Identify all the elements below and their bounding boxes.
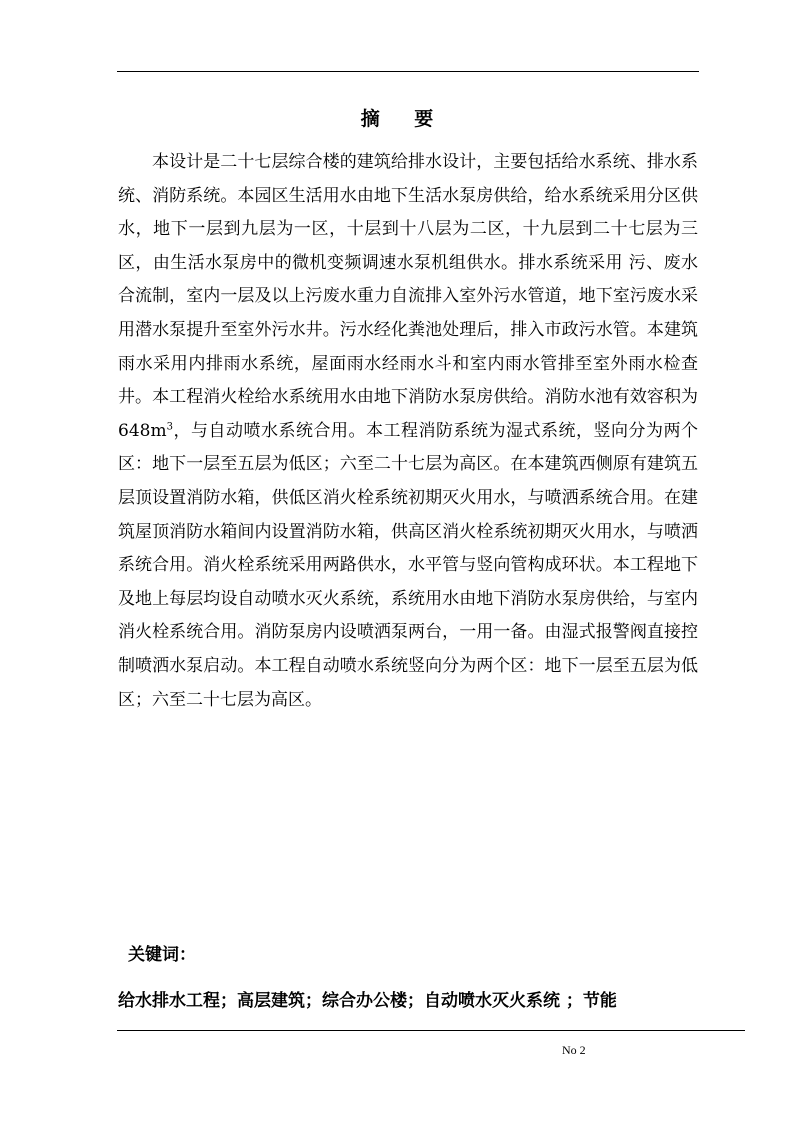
superscript-unit: 3 <box>166 421 173 433</box>
abstract-paragraph <box>118 146 698 717</box>
abstract-text-part1: 本设计是二十七层综合楼的建筑给排水设计，主要包括给水系统、排水系统、消防系统。本园区生活用水由地下生活水泵房供给，给水系统采用分区供水，地下一层到九层为一区，十层到十八层为二区，十九层到二十七层为三区，由生活水泵房中的微机变频调速水泵机组供水。排水系统采用 污、废水合流制，室内一层及以上污废水重力自流排入室外污水管道，地下室污废水采用潜水泵提升至室外污水井。污水经化粪池处理后，排入市政污水管。本建筑雨水采用内排雨水系统，屋面雨水经雨水斗和室内雨水管排至室外雨水检查井。本工程消火栓给水系统用水由地下消防水泵房供给。消防水池有效容积为648m <box>118 152 698 441</box>
page-number: No 2 <box>562 1043 586 1057</box>
footer-rule <box>117 1030 745 1031</box>
abstract-text-part2: ，与自动喷水系统合用。本工程消防系统为湿式系统，竖向分为两个区：地下一层至五层为低区；六至二十七层为高区。在本建筑西侧原有建筑五层顶设置消防水箱，供低区消火栓系统初期灭火用水，与喷洒系统合用。在建筑屋顶消防水箱间内设置消防水箱，供高区消火栓系统初期灭火用水，与喷洒系统合用。消火栓系统采用两路供水，水平管与竖向管构成环状。本工程地下及地上每层均设自动喷水灭火系统，系统用水由地下消防水泵房供给，与室内消火栓系统合用。消防泵房内设喷洒泵两台，一用一备。由湿式报警阀直接控制喷洒水泵启动。本工程自动喷水系统竖向分为两个区：地下一层至五层为低区；六至二十七层为高区。 <box>118 420 698 710</box>
header-rule <box>117 71 699 72</box>
page-title: 摘 要 <box>360 108 448 130</box>
keywords-list: 给水排水工程；高层建筑；综合办公楼；自动喷水灭火系统 ；节能 <box>118 991 617 1011</box>
keywords-label: 关键词： <box>128 945 196 965</box>
